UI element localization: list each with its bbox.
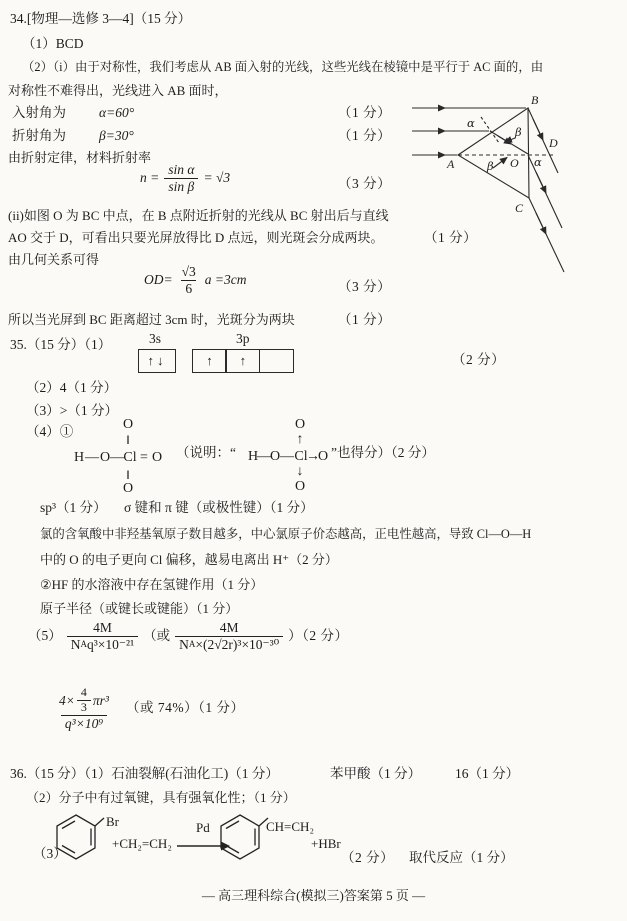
q34-line-2: 对称性不难得出，光线进入 AB 面时， (8, 83, 228, 98)
orbital-3s-box: ↑↓ (138, 349, 176, 373)
atom-Cl: Cl (294, 449, 308, 464)
q34-formula-od (144, 264, 247, 296)
formula-od-rhs: a =3cm (204, 271, 247, 287)
q35-answer-3: （3）>（1 分） (26, 403, 118, 418)
benzene-ring-reactant (50, 811, 106, 863)
q34-formula-od-score: （3 分） (338, 279, 392, 294)
q35-sigma-pi: σ 键和 π 键（或极性键）（1 分） (124, 500, 314, 515)
q36-answer-3-label: （3） (33, 846, 67, 861)
formula-5b-score: （或 74%）（1 分） (125, 700, 245, 716)
orbital-score: （2 分） (452, 352, 506, 367)
bond-O-Cl: — (280, 449, 294, 464)
normal-dashed (481, 117, 499, 143)
q34-line-6: 由几何关系可得 (8, 252, 100, 267)
q34-incident-label: 入射角为 (12, 105, 66, 120)
prism-refraction-diagram (403, 88, 627, 284)
q34-formula-n-score: （3 分） (338, 176, 392, 191)
label-O: O (510, 156, 519, 170)
q35-note-pre: （说明：“ (176, 445, 236, 460)
orbital-3p-cell-3 (259, 349, 294, 373)
den2-sub-A: A (188, 639, 196, 650)
formula-od-lhs: OD= (144, 271, 173, 287)
q36-answer-16: 16（1 分） (455, 766, 520, 781)
bond-arrow-right: → (306, 449, 320, 464)
formula-n-numerator: sin α (168, 162, 195, 177)
atom-O-top: O (294, 417, 306, 432)
formula-od-numerator: √3 (181, 264, 196, 279)
label-beta-top: β (515, 125, 522, 139)
q34-refract-value: β=30° (99, 128, 134, 143)
q35-line-3: ②HF 的水溶液中存在氢键作用（1 分） (40, 577, 264, 592)
q35-sp3: sp³（1 分） (40, 500, 107, 515)
q34-line-5: AO 交于 D，可看出只要光屏放得比 D 点远，则光斑会分成两块。 (8, 230, 384, 245)
formula-5-fraction-1 (67, 620, 138, 652)
label-C: C (515, 201, 524, 215)
q35-answer-2: （2）4（1 分） (26, 380, 118, 395)
rx-substituent-vinyl: CH=CH₂ (266, 819, 314, 834)
q34-incident-score: （1 分） (338, 105, 392, 120)
q36-rx-score: （2 分） (341, 850, 395, 865)
atom-O-left: O (269, 449, 281, 464)
formula-5-fraction-2 (175, 620, 283, 652)
den1-sub-A: A (80, 639, 87, 650)
atom-O-left: O (99, 450, 111, 465)
formula-od-denominator: 6 (181, 280, 196, 297)
q34-incident-value: α=60° (99, 105, 135, 120)
q35-line-1: 氯的含氧酸中非羟基氧原子数目越多，中心氯原子价态越高，正电性越高，导致 Cl—O—H (40, 527, 532, 541)
formula-5b-fraction (55, 686, 113, 731)
bond-O-Cl: — (110, 450, 124, 465)
formula-n-rhs: = √3 (203, 169, 231, 185)
q34-answer-1: （1）BCD (22, 36, 84, 51)
q35-head: 35.（15 分）（1） (10, 337, 112, 352)
nested-denominator: 3 (77, 700, 91, 715)
orbital-3p-group (192, 349, 294, 373)
formula-n-fraction (164, 162, 198, 194)
orbital-3p-cell-2: ↑ (225, 349, 260, 373)
formula-5-score: ）（2 分） (288, 627, 349, 643)
fraction-1-denominator (67, 636, 138, 653)
orbital-3s-label: 3s (149, 331, 162, 346)
label-A: A (447, 157, 455, 171)
label-alpha-right: α (534, 155, 542, 169)
atom-H: H (73, 450, 85, 465)
den1-N: N (70, 636, 81, 652)
label-D: D (549, 136, 558, 150)
structure-HClO4-alt (243, 417, 335, 497)
den2-rest: ×(2√2r)³×10⁻³⁰ (195, 636, 280, 652)
q34-line-1: （2）（i）由于对称性，我们考虑从 AB 面入射的光线，这些光线在棱镜中是平行于 AC 面的，由 (22, 60, 544, 74)
orbital-3p-cell-1: ↑ (192, 349, 227, 373)
rx-catalyst-Pd: Pd (196, 820, 210, 835)
q34-formula-n (140, 162, 230, 194)
q36-head: 36.（15 分）（1）石油裂解(石油化工)（1 分） (10, 766, 279, 781)
fraction-2-denominator (175, 636, 283, 653)
q34-refract-label: 折射角为 (12, 128, 66, 143)
rx-plus-ethylene: +CH₂=CH₂ (112, 836, 172, 851)
atom-O-right: O (151, 450, 163, 465)
q35-formula-5 (28, 620, 349, 652)
atom-O-right: O (317, 449, 329, 464)
rx-substituent-Br: Br (106, 814, 119, 829)
bond-arrow-down: ↓ (296, 464, 304, 479)
num-lead: 4× (59, 692, 75, 708)
formula-5-label: （5） (28, 627, 62, 643)
formula-n-denominator: sin β (164, 178, 198, 195)
q36-reaction-type: 取代反应（1 分） (409, 850, 514, 865)
q35-line-4: 原子半径（或键长或键能）（1 分） (40, 601, 239, 616)
formula-n-lhs: n = (140, 169, 160, 185)
q35-note-post: ”也得分）（2 分） (331, 445, 435, 460)
atom-O-bottom: O (294, 479, 306, 494)
label-B: B (531, 93, 539, 107)
nested-numerator: 4 (80, 685, 87, 699)
bond-H-O: — (85, 450, 99, 465)
q35-line-2: 中的 O 的电子更向 Cl 偏移，越易电离出 H⁺（2 分） (40, 552, 338, 567)
den1-rest: q³×10⁻²¹ (87, 636, 135, 652)
bond-double-top: ‖ (126, 432, 130, 447)
atom-O-bottom: O (122, 481, 134, 496)
nested-fraction-4-3 (77, 686, 91, 715)
q34-line-3: 由折射定律，材料折射率 (8, 150, 152, 165)
orbital-3p-label: 3p (236, 331, 250, 346)
q34-line-5-score: （1 分） (424, 230, 478, 245)
page-footer: — 高三理科综合(模拟三)答案第 5 页 — (201, 888, 426, 903)
rx-plus-HBr: +HBr (311, 836, 341, 851)
formula-5b-denominator: q³×10⁹ (61, 715, 107, 732)
num-tail: πr³ (92, 692, 109, 708)
formula-5-or: （或 (143, 627, 171, 643)
q36-answer-benzoic: 苯甲酸（1 分） (330, 766, 422, 781)
q34-refract-score: （1 分） (338, 128, 392, 143)
atom-O-top: O (122, 417, 134, 432)
formula-od-fraction (178, 264, 200, 296)
atom-Cl: Cl (123, 450, 137, 465)
q34-line-7: 所以当光屏到 BC 距离超过 3cm 时，光斑分为两块 (8, 312, 295, 327)
bond-arrow-up: ↑ (296, 432, 304, 447)
structure-HClO4 (62, 417, 167, 497)
q34-line-4: (ii)如图 O 为 BC 中点，在 B 点附近折射的光线从 BC 射出后与直线 (8, 208, 389, 223)
benzene-ring-product (214, 811, 270, 863)
atom-H: H (247, 449, 259, 464)
label-beta-bottom: β (487, 159, 494, 173)
q35-answer-4-label: （4）① (26, 424, 74, 439)
den2-N: N (179, 636, 189, 652)
fraction-1-numerator: 4M (93, 620, 112, 635)
formula-5b-numerator (55, 686, 113, 715)
substituent-bond (95, 818, 104, 826)
q34-line-7-score: （1 分） (338, 312, 392, 327)
q36-answer-2: （2）分子中有过氧键，具有强氧化性；（1 分） (26, 790, 296, 805)
fraction-2-numerator: 4M (219, 620, 239, 635)
bond-double-bottom: ‖ (126, 467, 130, 482)
bond-Cl-O: = (140, 450, 148, 465)
bond-H-O: — (257, 449, 271, 464)
label-alpha-top: α (467, 116, 475, 130)
q35-formula-5b (55, 686, 244, 731)
q34-title: 34.[物理—选修 3—4]（15 分） (10, 11, 192, 26)
